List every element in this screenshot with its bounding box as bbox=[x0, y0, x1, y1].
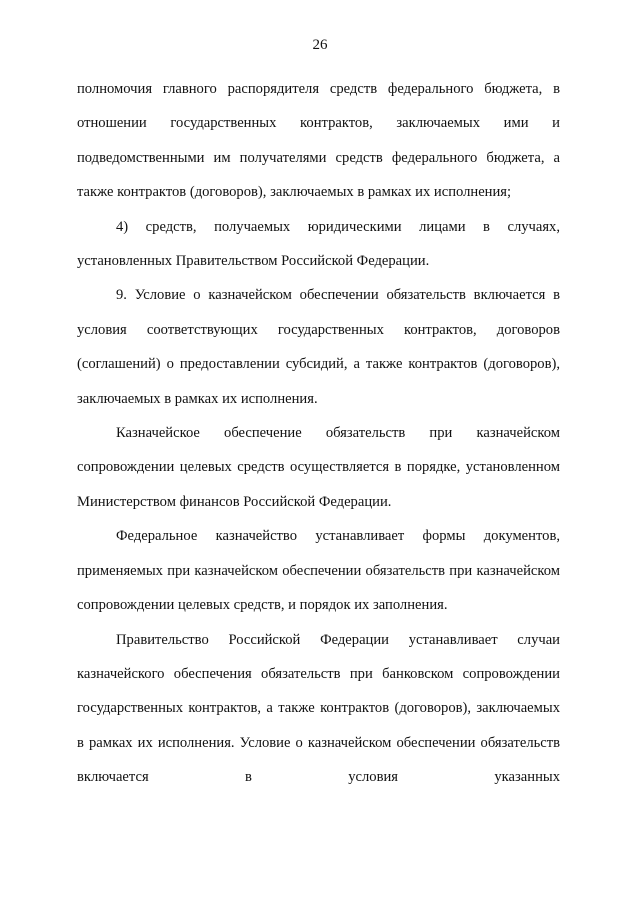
paragraph-budget-authority: полномочия главного распорядителя средств федерального бюджета, в отношении государственных контрактов, заключаемых ими и подведомственными им получателями средств федерального бюджета, а также контрактов (договоров), заключаемых в рамках их исполнения; bbox=[77, 81, 560, 201]
paragraph-item-4-legal-entities: 4) средств, получаемых юридическими лицами в случаях, установленных Правительством Российской Федерации. bbox=[77, 218, 560, 270]
paragraph-clause-9-treasury-condition: 9. Условие о казначейском обеспечении обязательств включается в условия соответствующих государственных контрактов, договоров (соглашений) о предоставлении субсидий, а также контрактов (договоров), заключаемых в рамках их исполнения. bbox=[77, 287, 560, 407]
document-body bbox=[77, 72, 560, 795]
paragraph-government-bank-support: Правительство Российской Федерации устанавливает случаи казначейского обеспечения обязательств при банковском сопровождении государственных контрактов, а также контрактов (договоров), заключаемых в рамках их исполнения. Условие о казначейском обеспечении обязательств включается в условия указанных bbox=[77, 631, 560, 786]
paragraph-treasury-support-procedure: Казначейское обеспечение обязательств при казначейском сопровождении целевых средств осуществляется в порядке, установленном Министерством финансов Российской Федерации. bbox=[77, 425, 560, 510]
page-number: 26 bbox=[312, 37, 328, 53]
paragraph-treasury-document-forms: Федеральное казначейство устанавливает формы документов, применяемых при казначейском обеспечении обязательств при казначейском сопровождении целевых средств, и порядок их заполнения. bbox=[77, 528, 560, 614]
